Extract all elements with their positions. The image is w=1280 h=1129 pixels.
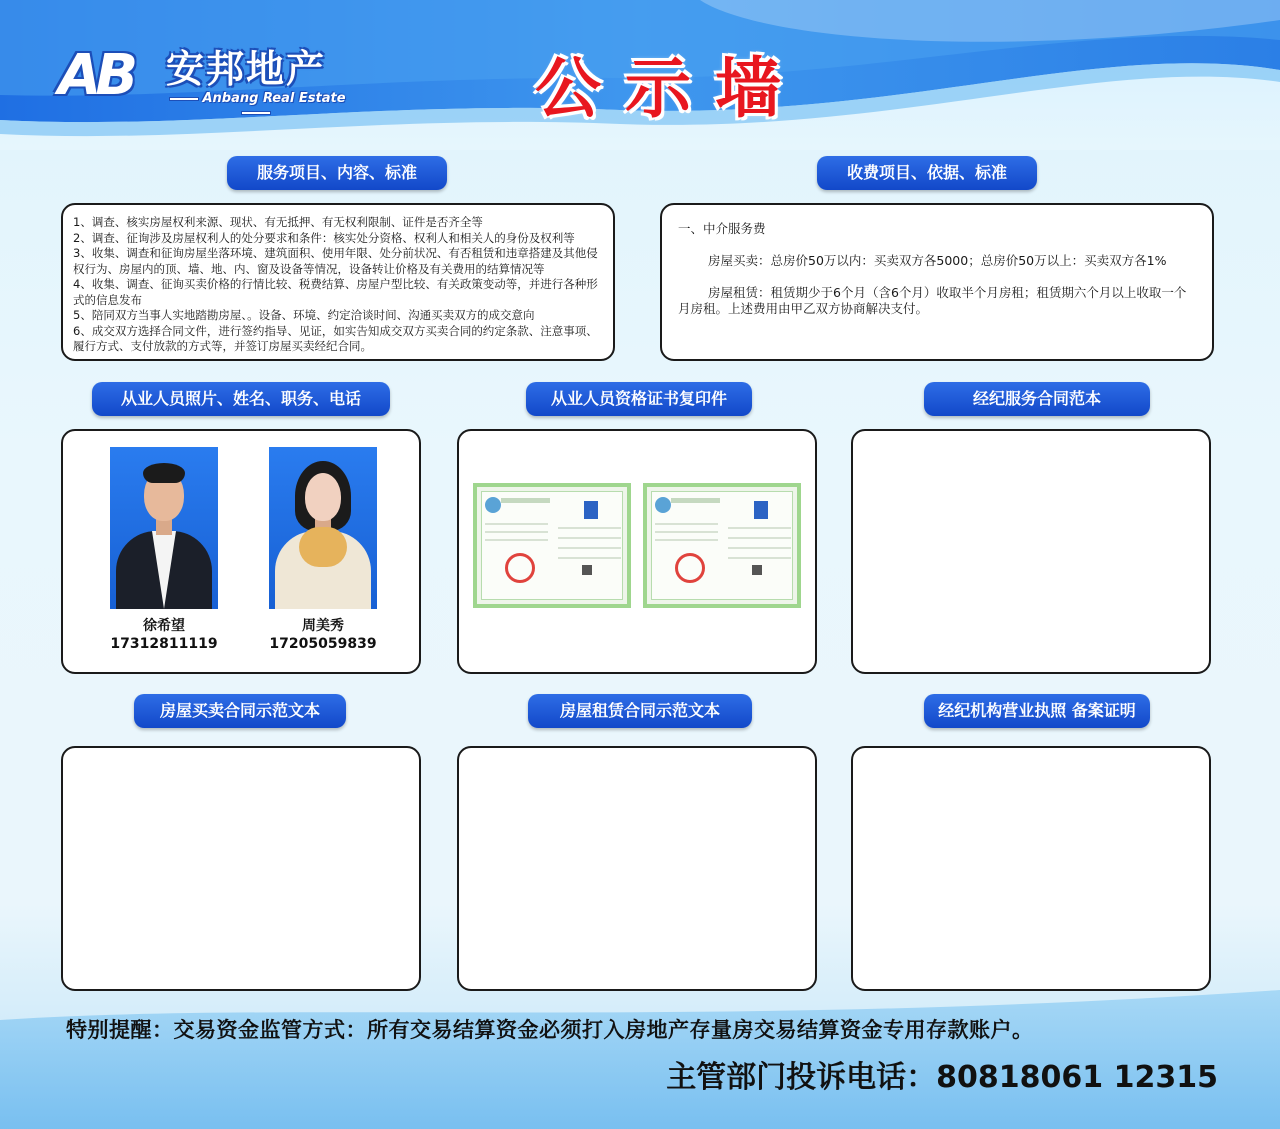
company-logo	[58, 43, 348, 110]
company-name-en: Anbang Real Estate	[166, 92, 346, 120]
staff-name: 周美秀	[302, 618, 344, 634]
fee-sale: 房屋买卖：总房价50万以内：买卖双方各5000；总房价50万以上：买卖双方各1%	[708, 253, 1167, 268]
list-item: 4、收集、调查、征询买卖价格的行情比较、税费结算、房屋户型比较、有关政策变动等，并进行各种形式的信息发布	[73, 277, 598, 307]
brokerage-contract-panel	[851, 429, 1211, 674]
fee-rent: 房屋租赁：租赁期少于6个月（含6个月）收取半个月房租；租赁期六个月以上收取一个月房租。上述费用由甲乙双方协商解决支付。	[678, 285, 1187, 316]
logo-mark: AB	[58, 43, 133, 108]
staff-name: 徐希望	[143, 618, 185, 634]
certificate-image	[473, 483, 631, 608]
rent-contract-panel	[457, 746, 817, 991]
sale-contract-heading: 房屋买卖合同示范文本	[134, 694, 346, 728]
staff-panel	[61, 429, 421, 674]
staff-phone: 17312811119	[110, 636, 218, 652]
brokerage-contract-heading: 经纪服务合同范本	[924, 382, 1150, 416]
services-panel	[61, 203, 615, 361]
list-item: 6、成交双方选择合同文件，进行签约指导、见证，如实告知成交双方买卖合同的约定条款、注意事项、履行方式、支付放款的方式等，并签订房屋买卖经纪合同。	[73, 323, 598, 353]
complaint-hotline: 主管部门投诉电话：80818061 12315	[666, 1060, 1218, 1095]
page-title: 公示墙	[535, 49, 805, 127]
fees-content	[662, 205, 1212, 317]
staff-phone: 17205059839	[269, 636, 377, 652]
fee-item-title: 一、中介服务费	[678, 221, 766, 236]
fees-panel	[660, 203, 1214, 361]
fees-heading: 收费项目、依据、标准	[817, 156, 1037, 190]
certificate-image	[643, 483, 801, 608]
services-list	[63, 205, 613, 355]
fund-warning: 特别提醒：交易资金监管方式：所有交易结算资金必须打入房地产存量房交易结算资金专用存款账户。	[66, 1018, 1034, 1042]
list-item: 1、调查、核实房屋权利来源、现状、有无抵押、有无权利限制、证件是否齐全等	[73, 215, 483, 229]
list-item: 3、收集、调查和征询房屋坐落环境、建筑面积、使用年限、处分前状况、有否租赁和违章搭建及其他侵权行为、房屋内的顶、墙、地、内、窗及设备等情况，设备转让价格及有关费用的结算情况等	[73, 246, 598, 276]
staff-heading: 从业人员照片、姓名、职务、电话	[92, 382, 390, 416]
sale-contract-panel	[61, 746, 421, 991]
certs-heading: 从业人员资格证书复印件	[526, 382, 752, 416]
services-heading: 服务项目、内容、标准	[227, 156, 447, 190]
certs-panel	[457, 429, 817, 674]
list-item: 5、陪同双方当事人实地踏勘房屋、。设备、环境、约定洽谈时间、沟通买卖双方的成交意向	[73, 308, 535, 322]
license-panel	[851, 746, 1211, 991]
staff-photo	[269, 447, 377, 609]
company-name: 安邦地产	[166, 47, 327, 91]
license-heading: 经纪机构营业执照 备案证明	[924, 694, 1150, 728]
rent-contract-heading: 房屋租赁合同示范文本	[528, 694, 752, 728]
staff-photo	[110, 447, 218, 609]
list-item: 2、调查、征询涉及房屋权利人的处分要求和条件：核实处分资格、权利人和相关人的身份及权利等	[73, 230, 575, 245]
